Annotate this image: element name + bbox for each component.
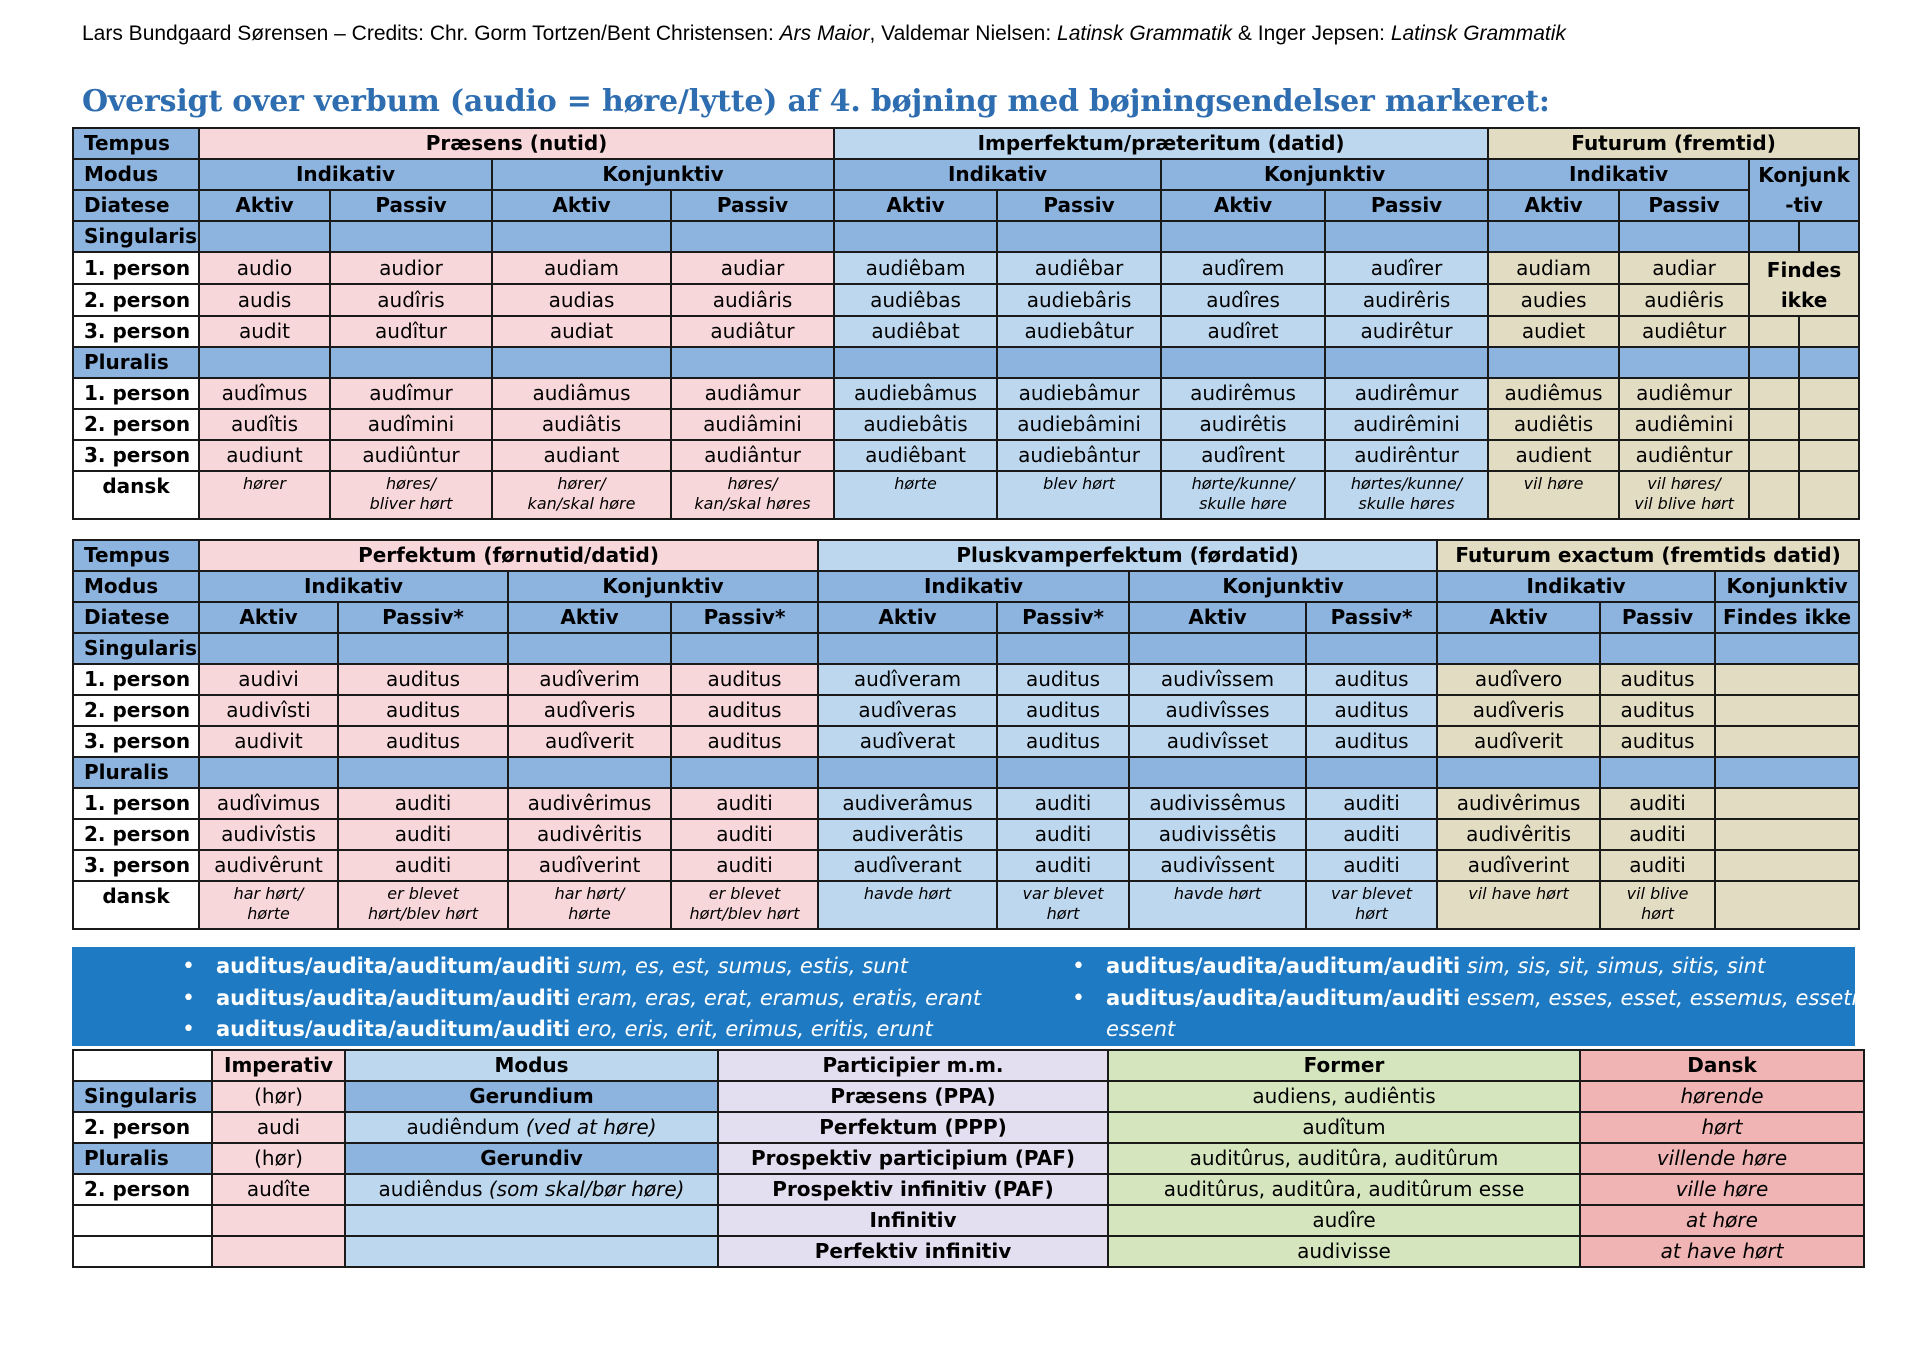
tempus-header: Futurum exactum (fremtids datid): [1437, 540, 1859, 571]
person-label: 2. person: [73, 409, 199, 440]
form-cell: audîverit: [508, 726, 671, 757]
form-cell: audivêritis: [508, 819, 671, 850]
person-label: 3. person: [73, 850, 199, 881]
form-cell: auditus: [1600, 726, 1715, 757]
dansk-cell: at høre: [1580, 1205, 1864, 1236]
form-cell: auditus: [1306, 726, 1437, 757]
imperativ-cell: (hør): [212, 1081, 345, 1112]
person-label: 1. person: [73, 664, 199, 695]
form-cell: auditi: [997, 788, 1129, 819]
person-label: 3. person: [73, 316, 199, 347]
dansk-cell: havde hørt: [818, 881, 997, 929]
form-cell: auditus: [1600, 664, 1715, 695]
form-cell: audivîssem: [1129, 664, 1306, 695]
form-cell: auditus: [338, 664, 508, 695]
form-cell: audiam: [1488, 252, 1619, 284]
person-label: 2. person: [73, 1174, 212, 1205]
form-cell: audiant: [492, 440, 671, 471]
form-cell: audîverim: [508, 664, 671, 695]
modus-header: Indikativ: [199, 159, 492, 190]
tempus-header: Pluskvamperfektum (førdatid): [818, 540, 1437, 571]
form-cell: audiêbam: [834, 252, 997, 284]
form-cell: audîverant: [818, 850, 997, 881]
form-cell: auditi: [1306, 819, 1437, 850]
list-item: • auditus/audita/auditum/auditi eram, eras, erat, eramus, eratis, erant: [164, 983, 981, 1015]
dansk-cell: hører: [199, 471, 330, 519]
form-cell: audior: [330, 252, 492, 284]
modus-header: Konjunktiv: [1161, 159, 1488, 190]
person-label: 2. person: [73, 284, 199, 316]
form-cell: audîret: [1161, 316, 1325, 347]
form-cell: auditi: [1600, 819, 1715, 850]
form-cell: audiêmus: [1488, 378, 1619, 409]
form-cell: audîtis: [199, 409, 330, 440]
form-cell: audiebâmini: [997, 409, 1161, 440]
form-cell: audirêmini: [1325, 409, 1488, 440]
dansk-cell: var blevet hørt: [1306, 881, 1437, 929]
form-cell: audîris: [330, 284, 492, 316]
modus-header: Indikativ: [199, 571, 508, 602]
form-cell: audiverâmus: [818, 788, 997, 819]
form-cell: audiâris: [671, 284, 834, 316]
form-cell: audit: [199, 316, 330, 347]
form-cell: auditi: [1306, 850, 1437, 881]
form-cell: audiebâmur: [997, 378, 1161, 409]
diatese-header: Aktiv: [508, 602, 671, 633]
list-item-continuation: essent: [1106, 1017, 1176, 1041]
person-label: 3. person: [73, 440, 199, 471]
header-imperativ: Imperativ: [212, 1050, 345, 1081]
tempus-header: Perfektum (førnutid/datid): [199, 540, 818, 571]
modus-cell: Gerundiv: [345, 1143, 718, 1174]
modus-cell: audiêndum (ved at høre): [345, 1112, 718, 1143]
conjugation-table-present-imperfect-future: [72, 127, 1860, 520]
form-cell: auditi: [338, 850, 508, 881]
dansk-cell: hørende: [1580, 1081, 1864, 1112]
form-cell: audirêmur: [1325, 378, 1488, 409]
form-cell: audiunt: [199, 440, 330, 471]
tempus-header: Imperfektum/præteritum (datid): [834, 128, 1488, 159]
form-cell: audivîsti: [199, 695, 338, 726]
form-cell: audiêntur: [1619, 440, 1749, 471]
dansk-label: dansk: [73, 471, 199, 519]
findes-ikke-header: Findes ikke: [1715, 602, 1859, 633]
form-cell: audiar: [1619, 252, 1749, 284]
list-item: • auditus/audita/auditum/auditi sum, es, est, sumus, estis, sunt: [164, 951, 981, 983]
person-label: 2. person: [73, 819, 199, 850]
modus-header: Indikativ: [1488, 159, 1749, 190]
diatese-header: Aktiv: [834, 190, 997, 221]
former-cell: audîtum: [1108, 1112, 1580, 1143]
diatese-header: Aktiv: [199, 602, 338, 633]
person-label: 1. person: [73, 252, 199, 284]
conjugation-table-perfect-pluperfect-futurum-exactum: [72, 539, 1860, 930]
diatese-header: Passiv: [1325, 190, 1488, 221]
modus-header: Indikativ: [834, 159, 1161, 190]
form-cell: audîverit: [1437, 726, 1600, 757]
modus-cell: audiêndus (som skal/bør høre): [345, 1174, 718, 1205]
list-item: • auditus/audita/auditum/auditi essem, esses, esset, essemus, essetis,: [1054, 983, 1875, 1015]
list-item: • auditus/audita/auditum/auditi sim, sis, sit, simus, sitis, sint: [1054, 951, 1875, 983]
participle-label: Perfektum (PPP): [718, 1112, 1108, 1143]
page-title: Oversigt over verbum (audio = høre/lytte) af 4. bøjning med bøjningsendelser markeret:: [82, 84, 1550, 119]
form-cell: auditus: [338, 695, 508, 726]
form-cell: audirêtur: [1325, 316, 1488, 347]
form-cell: audiebâris: [997, 284, 1161, 316]
form-cell: audirêris: [1325, 284, 1488, 316]
form-cell: auditi: [1600, 850, 1715, 881]
modus-header: Indikativ: [1437, 571, 1715, 602]
dansk-cell: vil have hørt: [1437, 881, 1600, 929]
tempus-header: Præsens (nutid): [199, 128, 834, 159]
dansk-cell: har hørt/ hørte: [199, 881, 338, 929]
form-cell: audiâmini: [671, 409, 834, 440]
form-cell: audies: [1488, 284, 1619, 316]
form-cell: audis: [199, 284, 330, 316]
dansk-cell: at have hørt: [1580, 1236, 1864, 1267]
form-cell: audiêbas: [834, 284, 997, 316]
form-cell: audivêritis: [1437, 819, 1600, 850]
dansk-cell: vil blive hørt: [1600, 881, 1715, 929]
form-cell: audiêris: [1619, 284, 1749, 316]
dansk-label: dansk: [73, 881, 199, 929]
dansk-cell: villende høre: [1580, 1143, 1864, 1174]
header-dansk: Dansk: [1580, 1050, 1864, 1081]
form-cell: audîveris: [1437, 695, 1600, 726]
form-cell: audîrem: [1161, 252, 1325, 284]
diatese-header: Aktiv: [199, 190, 330, 221]
modus-header: Konjunktiv: [508, 571, 818, 602]
form-cell: audîmur: [330, 378, 492, 409]
form-cell: auditi: [997, 850, 1129, 881]
form-cell: audirêtis: [1161, 409, 1325, 440]
label-tempus: Tempus: [73, 540, 199, 571]
diatese-header: Aktiv: [818, 602, 997, 633]
form-cell: audient: [1488, 440, 1619, 471]
form-cell: audiverâtis: [818, 819, 997, 850]
imperativ-cell: audîte: [212, 1174, 345, 1205]
form-cell: audiâmur: [671, 378, 834, 409]
form-cell: audîmus: [199, 378, 330, 409]
form-cell: audîverint: [508, 850, 671, 881]
participle-label: Perfektiv infinitiv: [718, 1236, 1108, 1267]
person-label: 3. person: [73, 726, 199, 757]
form-cell: audîrer: [1325, 252, 1488, 284]
form-cell: auditus: [671, 664, 818, 695]
imperative-participles-table: [72, 1049, 1865, 1268]
modus-header-konjunktiv: Konjunk -tiv: [1749, 159, 1859, 221]
perfect-passive-summary: [72, 947, 1875, 1046]
person-label: 2. person: [73, 1112, 212, 1143]
form-cell: auditus: [671, 726, 818, 757]
form-cell: audîveris: [508, 695, 671, 726]
form-cell: audiêbat: [834, 316, 997, 347]
form-cell: audiêmur: [1619, 378, 1749, 409]
form-cell: audîvero: [1437, 664, 1600, 695]
form-cell: audiêbant: [834, 440, 997, 471]
summary-column-subjunctive: [1054, 951, 1875, 1046]
form-cell: auditi: [997, 819, 1129, 850]
former-cell: auditûrus, auditûra, auditûrum: [1108, 1143, 1580, 1174]
form-cell: auditus: [1600, 695, 1715, 726]
dansk-cell: er blevet hørt/blev hørt: [338, 881, 508, 929]
form-cell: audivit: [199, 726, 338, 757]
label-pluralis: Pluralis: [73, 347, 199, 378]
modus-header: Indikativ: [818, 571, 1129, 602]
label-pluralis: Pluralis: [73, 1143, 212, 1174]
form-cell: audiebântur: [997, 440, 1161, 471]
label-pluralis: Pluralis: [73, 757, 199, 788]
form-cell: audiâtis: [492, 409, 671, 440]
form-cell: auditus: [338, 726, 508, 757]
dansk-cell: høres/ bliver hørt: [330, 471, 492, 519]
form-cell: auditi: [338, 819, 508, 850]
participle-label: Prospektiv participium (PAF): [718, 1143, 1108, 1174]
diatese-header: Aktiv: [492, 190, 671, 221]
credits-line: Lars Bundgaard Sørensen – Credits: Chr. Gorm Tortzen/Bent Christensen: Ars Maior, Valdemar Nielsen: Latinsk Grammatik & Inger Jepsen: Latinsk Grammatik: [82, 22, 1566, 45]
form-cell: auditus: [1306, 695, 1437, 726]
form-cell: audivîstis: [199, 819, 338, 850]
form-cell: audiêbar: [997, 252, 1161, 284]
form-cell: audîres: [1161, 284, 1325, 316]
person-label: 2. person: [73, 695, 199, 726]
form-cell: audiântur: [671, 440, 834, 471]
form-cell: auditi: [671, 850, 818, 881]
form-cell: audiâmus: [492, 378, 671, 409]
form-cell: audiêtur: [1619, 316, 1749, 347]
label-diatese: Diatese: [73, 190, 199, 221]
form-cell: auditi: [1306, 788, 1437, 819]
person-label: 1. person: [73, 788, 199, 819]
label-singularis: Singularis: [73, 633, 199, 664]
dansk-cell: har hørt/ hørte: [508, 881, 671, 929]
form-cell: audiêmini: [1619, 409, 1749, 440]
form-cell: audirêmus: [1161, 378, 1325, 409]
header-participier: Participier m.m.: [718, 1050, 1108, 1081]
form-cell: auditi: [671, 788, 818, 819]
diatese-header: Passiv*: [1306, 602, 1437, 633]
form-cell: audîveram: [818, 664, 997, 695]
form-cell: audivêrunt: [199, 850, 338, 881]
form-cell: audivîsset: [1129, 726, 1306, 757]
label-tempus: Tempus: [73, 128, 199, 159]
participle-label: Infinitiv: [718, 1205, 1108, 1236]
form-cell: audîverat: [818, 726, 997, 757]
former-cell: audîre: [1108, 1205, 1580, 1236]
form-cell: audivissêtis: [1129, 819, 1306, 850]
form-cell: audiebâmus: [834, 378, 997, 409]
former-cell: audiens, audiêntis: [1108, 1081, 1580, 1112]
form-cell: audiam: [492, 252, 671, 284]
modus-header: Konjunktiv: [1715, 571, 1859, 602]
form-cell: audiebâtis: [834, 409, 997, 440]
form-cell: audîmini: [330, 409, 492, 440]
diatese-header: Aktiv: [1488, 190, 1619, 221]
diatese-header: Passiv*: [997, 602, 1129, 633]
diatese-header: Passiv: [330, 190, 492, 221]
dansk-cell: havde hørt: [1129, 881, 1306, 929]
dansk-cell: hører/ kan/skal høre: [492, 471, 671, 519]
form-cell: audiâtur: [671, 316, 834, 347]
form-cell: auditi: [1600, 788, 1715, 819]
form-cell: audîtur: [330, 316, 492, 347]
dansk-cell: er blevet hørt/blev hørt: [671, 881, 818, 929]
dansk-cell: ville høre: [1580, 1174, 1864, 1205]
form-cell: auditus: [997, 726, 1129, 757]
former-cell: audivisse: [1108, 1236, 1580, 1267]
form-cell: audiar: [671, 252, 834, 284]
dansk-cell: vil høre: [1488, 471, 1619, 519]
tempus-header: Futurum (fremtid): [1488, 128, 1859, 159]
header-former: Former: [1108, 1050, 1580, 1081]
form-cell: audiet: [1488, 316, 1619, 347]
imperativ-cell: audi: [212, 1112, 345, 1143]
imperativ-cell: (hør): [212, 1143, 345, 1174]
form-cell: audîverint: [1437, 850, 1600, 881]
form-cell: audivêrimus: [508, 788, 671, 819]
list-item: • auditus/audita/auditum/auditi ero, eris, erit, erimus, eritis, erunt: [164, 1014, 981, 1046]
person-label: 1. person: [73, 378, 199, 409]
form-cell: audiat: [492, 316, 671, 347]
label-singularis: Singularis: [73, 221, 199, 252]
form-cell: auditi: [338, 788, 508, 819]
dansk-cell: høres/ kan/skal høres: [671, 471, 834, 519]
dansk-cell: hørte/kunne/ skulle høre: [1161, 471, 1325, 519]
diatese-header: Passiv*: [671, 602, 818, 633]
diatese-header: Passiv: [671, 190, 834, 221]
label-modus: Modus: [73, 571, 199, 602]
dansk-cell: blev hørt: [997, 471, 1161, 519]
form-cell: audivi: [199, 664, 338, 695]
diatese-header: Aktiv: [1129, 602, 1306, 633]
participle-label: Præsens (PPA): [718, 1081, 1108, 1112]
modus-header: Konjunktiv: [492, 159, 834, 190]
diatese-header: Passiv: [1600, 602, 1715, 633]
dansk-cell: vil høres/ vil blive hørt: [1619, 471, 1749, 519]
diatese-header: Aktiv: [1437, 602, 1600, 633]
form-cell: audivîsses: [1129, 695, 1306, 726]
form-cell: audio: [199, 252, 330, 284]
participle-label: Prospektiv infinitiv (PAF): [718, 1174, 1108, 1205]
label-modus: Modus: [73, 159, 199, 190]
form-cell: auditi: [671, 819, 818, 850]
label-singularis: Singularis: [73, 1081, 212, 1112]
summary-column-indicative: [164, 951, 981, 1046]
form-cell: audîrent: [1161, 440, 1325, 471]
diatese-header: Passiv: [997, 190, 1161, 221]
dansk-cell: hørt: [1580, 1112, 1864, 1143]
form-cell: audias: [492, 284, 671, 316]
form-cell: audiebâtur: [997, 316, 1161, 347]
form-cell: auditus: [671, 695, 818, 726]
modus-cell: Gerundium: [345, 1081, 718, 1112]
form-cell: audîvimus: [199, 788, 338, 819]
dansk-cell: hørte: [834, 471, 997, 519]
form-cell: auditus: [1306, 664, 1437, 695]
dansk-cell: var blevet hørt: [997, 881, 1129, 929]
diatese-header: Aktiv: [1161, 190, 1325, 221]
header-modus: Modus: [345, 1050, 718, 1081]
form-cell: audîveras: [818, 695, 997, 726]
form-cell: auditus: [997, 695, 1129, 726]
form-cell: audivîssent: [1129, 850, 1306, 881]
dansk-cell: hørtes/kunne/ skulle høres: [1325, 471, 1488, 519]
findes-ikke-note: Findes ikke: [1749, 252, 1859, 316]
form-cell: audirêntur: [1325, 440, 1488, 471]
form-cell: audiêtis: [1488, 409, 1619, 440]
form-cell: auditus: [997, 664, 1129, 695]
modus-header: Konjunktiv: [1129, 571, 1437, 602]
form-cell: audivêrimus: [1437, 788, 1600, 819]
former-cell: auditûrus, auditûra, auditûrum esse: [1108, 1174, 1580, 1205]
diatese-header: Passiv: [1619, 190, 1749, 221]
diatese-header: Passiv*: [338, 602, 508, 633]
label-diatese: Diatese: [73, 602, 199, 633]
form-cell: audivissêmus: [1129, 788, 1306, 819]
form-cell: audiûntur: [330, 440, 492, 471]
